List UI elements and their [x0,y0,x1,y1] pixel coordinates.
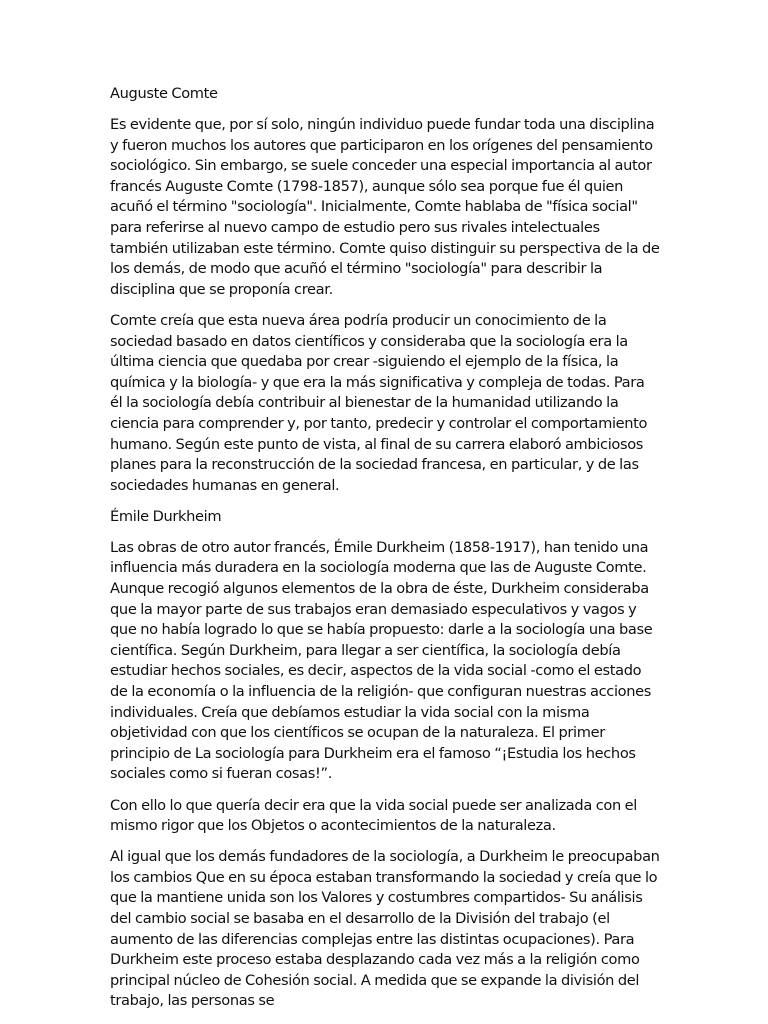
paragraph-durkheim-3: Al igual que los demás fundadores de la sociología, a Durkheim le preocupaban los cambios Que en su época estaban transformando la sociedad y creía que lo que la mantiene unida son los Valores y costumbres compartidos- Su análisis del cambio social se basaba en el desarrollo de la División del trabajo (el aumento de las diferencias complejas entre las distintas ocupaciones). Para Durkheim este proceso estaba desplazando cada vez más a la religión como principal núcleo de Cohesión social. A medida que se expande la división del trabajo, las personas se [110,848,660,1010]
paragraph-comte-1: Es evidente que, por sí solo, ningún individuo puede fundar toda una disciplina y fueron muchos los autores que participaron en los orígenes del pensamiento sociológico. Sin embargo, se suele conceder una especial importancia al autor francés Auguste Comte (1798-1857), aunque sólo sea porque fue él quien acuñó el término "sociología". Inicialmente, Comte hablaba de "física social" para referirse al nuevo campo de estudio pero sus rivales intelectuales también utilizaban este término. Comte quiso distinguir su perspectiva de la de los demás, de modo que acuñó el término "sociología" para describir la disciplina que se proponía crear. [110,116,660,298]
section-heading-comte: Auguste Comte [110,85,218,102]
document-page [110,84,660,1022]
paragraph-durkheim-1: Las obras de otro autor francés, Émile Durkheim (1858-1917), han tenido una influencia más duradera en la sociología moderna que las de Auguste Comte. Aunque recogió algunos elementos de la obra de éste, Durkheim consideraba que la mayor parte de sus trabajos eran demasiado especulativos y vagos y que no había logrado lo que se había propuesto: darle a la sociología una base científica. Según Durkheim, para llegar a ser científica, la sociología debía estudiar hechos sociales, es decir, aspectos de la vida social -como el estado de la economía o la influencia de la religión- que configuran nuestras acciones individuales. Creía que debíamos estudiar la vida social con la misma objetividad con que los científicos se ocupan de la naturaleza. El primer principio de La sociología para Durkheim era el famoso “¡Estudia los hechos sociales como si fueran cosas!”. [110,538,653,783]
section-heading-durkheim: Émile Durkheim [110,507,222,525]
paragraph-durkheim-2: Con ello lo que quería decir era que la vida social puede ser analizada con el mismo rigor que los Objetos o acontecimientos de la naturaleza. [110,796,637,835]
paragraph-comte-2: Comte creía que esta nueva área podría producir un conocimiento de la sociedad basado en datos científicos y consideraba que la sociología era la última ciencia que quedaba por crear -siguiendo el ejemplo de la física, la química y la biología- y que era la más significativa y compleja de todas. Para él la sociología debía contribuir al bienestar de la humanidad utilizando la ciencia para comprender y, por tanto, predecir y controlar el comportamiento humano. Según este punto de vista, al final de su carrera elaboró ambiciosos planes para la reconstrucción de la sociedad francesa, en particular, y de las sociedades humanas en general. [110,311,648,494]
